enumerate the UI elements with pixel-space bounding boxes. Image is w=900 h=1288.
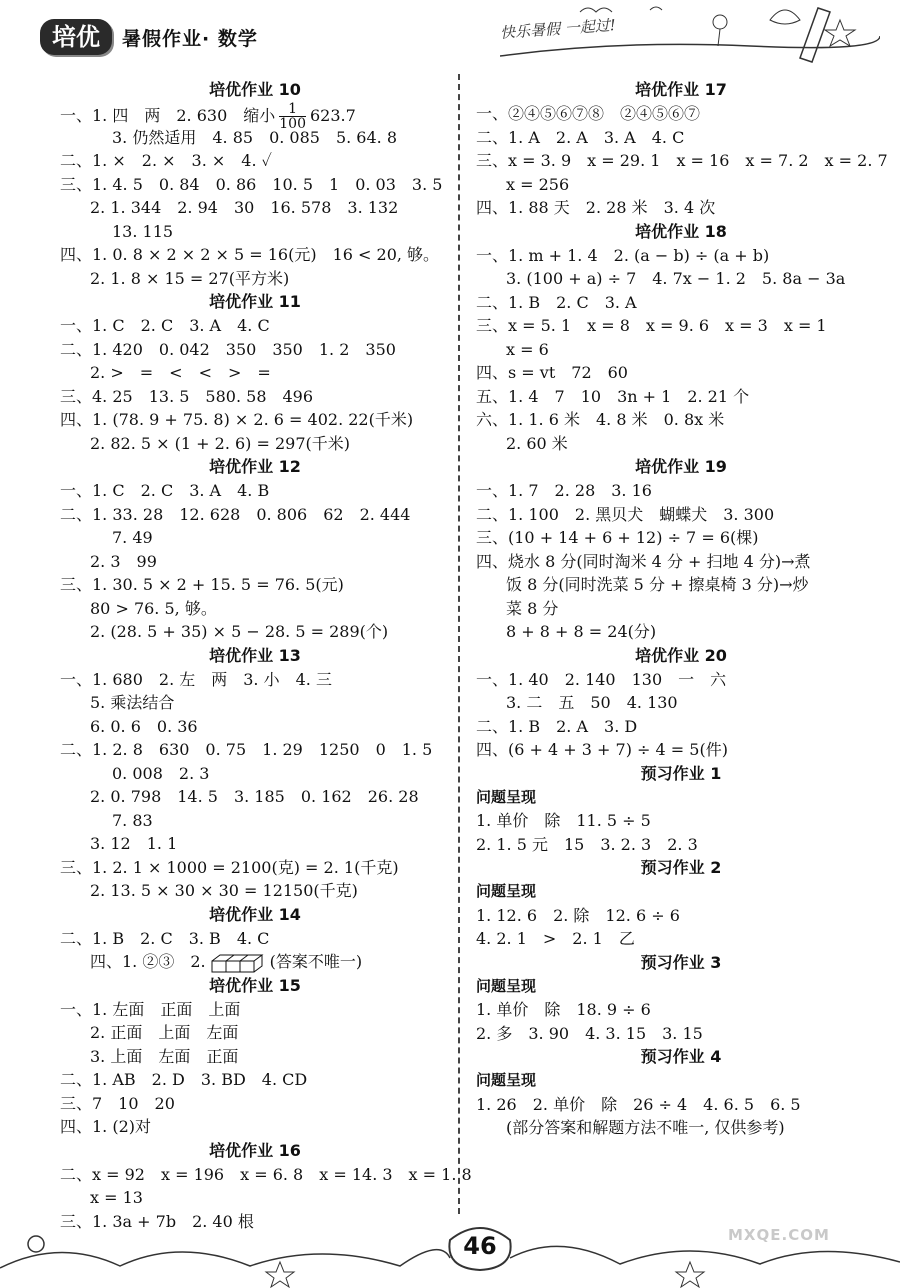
answer-line: 四、1. (2)对 (60, 1117, 152, 1136)
subsection-label: 问题呈现 (476, 882, 537, 900)
section-title: 培优作业 11 (209, 292, 301, 311)
section-title: 预习作业 2 (640, 858, 722, 877)
answer-line: 2. 3 99 (90, 551, 157, 571)
answer-line: 三、7 10 20 (60, 1093, 175, 1113)
answer-line: 二、1. 33. 28 12. 628 0. 806 62 2. 444 (60, 504, 411, 524)
answer-line: 7. 49 (112, 528, 153, 547)
answer-line: 2. 0. 798 14. 5 3. 185 0. 162 26. 28 (90, 787, 419, 806)
answer-line: 1. 26 2. 单价 除 26 ÷ 4 4. 6. 5 6. 5 (476, 1094, 801, 1114)
answer-line (60, 101, 450, 132)
answer-line: x = 6 (506, 339, 549, 359)
subsection-label: 问题呈现 (476, 1071, 537, 1089)
section-title: 培优作业 10 (209, 80, 301, 99)
answer-line: 2. > = < < > = (90, 363, 271, 382)
answer-line: 80 > 76. 5, 够。 (90, 598, 217, 618)
answers-left-column (60, 78, 472, 1233)
answer-line: 饭 8 分(同时洗菜 5 分 + 擦桌椅 3 分)→炒 (506, 575, 809, 594)
answer-line: 二、1. 2. 8 630 0. 75 1. 29 1250 0 1. 5 (60, 740, 433, 759)
watermark: MXQE.COM (728, 1226, 830, 1244)
answer-line: 二、1. 100 2. 黑贝犬 蝴蝶犬 3. 300 (476, 504, 775, 524)
answer-line: 2. 1. 8 × 15 = 27(平方米) (90, 268, 290, 288)
answer-line: 一、②④⑤⑥⑦⑧ ②④⑤⑥⑦ (476, 104, 701, 123)
section-title: 培优作业 15 (209, 975, 301, 995)
answer-line: 三、4. 25 13. 5 580. 58 496 (60, 386, 314, 406)
section-title: 培优作业 19 (635, 457, 727, 476)
answer-line: 7. 83 (112, 810, 153, 830)
answer-line: 0. 008 2. 3 (112, 763, 210, 783)
fraction-numerator: 1 (279, 102, 306, 117)
answer-line: 三、x = 5. 1 x = 8 x = 9. 6 x = 3 x = 1 (476, 316, 827, 335)
section-title: 培优作业 13 (209, 645, 301, 665)
answer-line: 一、1. 左面 正面 上面 (60, 999, 241, 1019)
answer-line: 二、1. B 2. C 3. A (476, 292, 637, 312)
answer-line: 三、x = 3. 9 x = 29. 1 x = 16 x = 7. 2 x = 2. 7 (476, 151, 888, 170)
section-title: 培优作业 17 (635, 80, 727, 99)
answer-line: 二、1. × 2. × 3. × 4. ✓ (60, 151, 272, 170)
answer-line: 3. 上面 左面 正面 (90, 1046, 239, 1066)
answer-line: 四、1. 88 天 2. 28 米 3. 4 次 (476, 198, 716, 217)
answer-line: 四、1. 0. 8 × 2 × 2 × 5 = 16(元) 16 < 20, 够。 (60, 245, 440, 264)
answer-text: 一、1. 四 两 2. 630 缩小 (60, 106, 276, 125)
answer-line: 2. 60 米 (506, 433, 568, 453)
answer-text: 四、1. ②③ 2. (90, 952, 206, 971)
answer-line: 3. (100 + a) ÷ 7 4. 7x − 1. 2 5. 8a − 3a (506, 269, 846, 288)
answer-line: 一、1. m + 1. 4 2. (a − b) ÷ (a + b) (476, 245, 770, 265)
answer-line: 菜 8 分 (506, 598, 559, 618)
answer-line: 2. 13. 5 × 30 × 30 = 12150(千克) (90, 881, 358, 900)
answer-line: 4. 2. 1 > 2. 1 乙 (476, 929, 635, 948)
answer-line: 二、x = 92 x = 196 x = 6. 8 x = 14. 3 x = 1. 8 (60, 1164, 472, 1184)
answer-line: 8 + 8 + 8 = 24(分) (506, 622, 657, 641)
answer-line: 3. 二 五 50 4. 130 (506, 693, 678, 712)
answer-line: 二、1. B 2. A 3. D (476, 716, 638, 736)
column-divider (458, 74, 460, 1214)
answer-line: x = 13 (90, 1188, 143, 1207)
answer-line: 一、1. C 2. C 3. A 4. C (60, 316, 270, 335)
answer-line: 2. (28. 5 + 35) × 5 − 28. 5 = 289(个) (90, 622, 389, 641)
brand-logo: 培优 (40, 19, 112, 55)
answer-text: (答案不唯一) (269, 952, 363, 971)
answer-line: 5. 乘法结合 (90, 693, 175, 712)
answer-line: 三、1. 4. 5 0. 84 0. 86 10. 5 1 0. 03 3. 5 (60, 174, 443, 194)
page-number: 46 (463, 1232, 497, 1260)
section-title: 预习作业 4 (640, 1047, 722, 1066)
section-title: 培优作业 14 (209, 904, 301, 924)
answer-line: 1. 单价 除 11. 5 ÷ 5 (476, 811, 651, 830)
answer-line: 二、1. B 2. C 3. B 4. C (60, 928, 270, 948)
answer-line: 3. 12 1. 1 (90, 834, 178, 853)
section-title: 培优作业 12 (209, 457, 301, 476)
section-title: 预习作业 3 (640, 952, 722, 972)
answer-line: 2. 正面 上面 左面 (90, 1023, 239, 1042)
answer-line: 6. 0. 6 0. 36 (90, 716, 198, 736)
page-header (0, 0, 900, 68)
answer-line: 三、1. 3a + 7b 2. 40 根 (60, 1211, 254, 1231)
section-title: 培优作业 20 (635, 645, 727, 665)
answer-line: 二、1. AB 2. D 3. BD 4. CD (60, 1070, 308, 1089)
book-title: 暑假作业· 数学 (122, 27, 258, 50)
answer-line: 一、1. C 2. C 3. A 4. B (60, 481, 270, 500)
section-title: 培优作业 16 (209, 1140, 301, 1160)
answer-line: 2. 多 3. 90 4. 3. 15 3. 15 (476, 1023, 703, 1043)
answer-line: 2. 1. 5 元 15 3. 2. 3 2. 3 (476, 834, 698, 854)
answer-line: 三、1. 2. 1 × 1000 = 2100(克) = 2. 1(千克) (60, 857, 399, 877)
answer-line: 一、1. 40 2. 140 130 一 六 (476, 669, 727, 689)
answer-text: 623.7 (309, 106, 356, 125)
answer-line: 三、(10 + 14 + 6 + 12) ÷ 7 = 6(棵) (476, 528, 759, 547)
brand (40, 18, 258, 56)
answer-line: 1. 12. 6 2. 除 12. 6 ÷ 6 (476, 905, 680, 925)
subsection-label: 问题呈现 (476, 976, 537, 995)
answer-line (60, 950, 450, 974)
answer-line: 13. 115 (112, 221, 174, 241)
answer-line: 二、1. 420 0. 042 350 350 1. 2 350 (60, 339, 396, 359)
answer-line: 四、s = vt 72 60 (476, 363, 628, 382)
answer-line: 一、1. 7 2. 28 3. 16 (476, 481, 652, 500)
answer-line: 四、烧水 8 分(同时淘米 4 分 + 扫地 4 分)→煮 (476, 551, 811, 571)
subsection-label: 问题呈现 (476, 787, 537, 806)
answers-right-column (476, 78, 886, 1140)
answer-line: 1. 单价 除 18. 9 ÷ 6 (476, 1000, 651, 1019)
answer-line: 3. 仍然适用 4. 85 0. 085 5. 64. 8 (112, 127, 398, 147)
answer-line: 四、(6 + 4 + 3 + 7) ÷ 4 = 5(件) (476, 740, 728, 759)
answer-line: x = 256 (506, 174, 570, 194)
answer-line: 2. 1. 344 2. 94 30 16. 578 3. 132 (90, 198, 399, 217)
answer-line: 五、1. 4 7 10 3n + 1 2. 21 个 (476, 386, 750, 406)
section-title: 预习作业 1 (640, 763, 722, 783)
answer-line: 2. 82. 5 × (1 + 2. 6) = 297(千米) (90, 433, 351, 453)
answer-line: 二、1. A 2. A 3. A 4. C (476, 127, 685, 147)
cube-figure-icon (210, 953, 266, 973)
answer-line: 六、1. 1. 6 米 4. 8 米 0. 8x 米 (476, 410, 725, 429)
fraction-denominator: 100 (279, 116, 306, 132)
answer-line: 三、1. 30. 5 × 2 + 15. 5 = 76. 5(元) (60, 575, 344, 594)
answer-line: 四、1. (78. 9 + 75. 8) × 2. 6 = 402. 22(千米) (60, 410, 414, 429)
answer-line: 一、1. 680 2. 左 两 3. 小 4. 三 (60, 669, 332, 689)
slogan: 快乐暑假 一起过! (499, 15, 617, 43)
section-title: 培优作业 18 (635, 221, 727, 241)
answer-line: (部分答案和解题方法不唯一, 仅供参考) (506, 1118, 785, 1137)
